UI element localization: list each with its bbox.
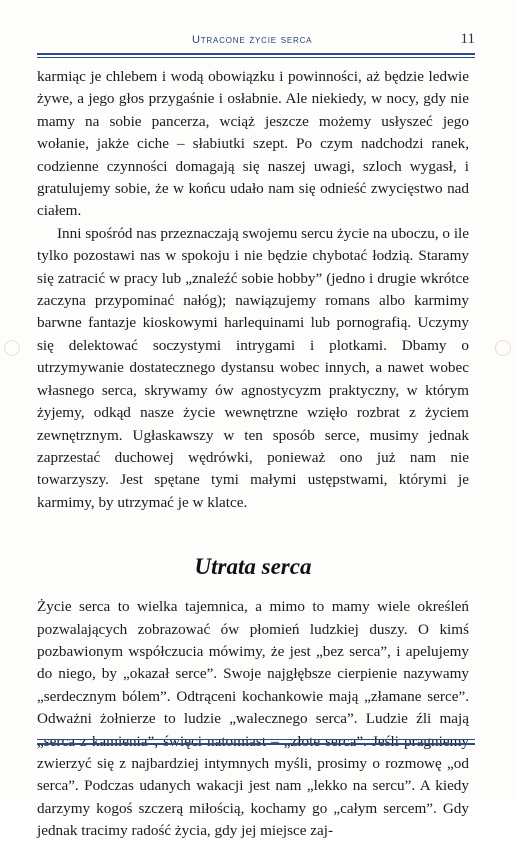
watermark-icon bbox=[495, 340, 511, 356]
section-heading: Utrata serca bbox=[194, 554, 312, 580]
paragraph: Życie serca to wielka tajemnica, a mimo to mamy wiele określeń pozwalających zobrazować ów płomień ludzkiej duszy. O kimś pozbawionym współczucia mówimy, że jest „bez serca”, i apelujemy do niego, by „okazał serce”. Swoje najgłębsze cierpienie nazywamy „serdecznym bólem”. Odtrąceni kochankowie mają „złamane serce”. Odważni żołnierze to ludzie „walecznego serca”. Ludzie źli mają „serca z kamienia”, święci natomiast – „złote serca”. Jeśli pragniemy zwierzyć się z najbardziej intymnych myśli, prosimy o rozmowę „od serca”. Podczas udanych wakacji jest nam „lekko na sercu”. A kiedy darzymy kogoś szczerą miłością, kochamy go „całym sercem”. Gdy jednak tracimy radość życia, gdy jej miejsce zaj- bbox=[37, 598, 469, 840]
footer-rule bbox=[37, 743, 475, 745]
footer-rule-thin bbox=[37, 739, 475, 740]
paragraph-continued: karmiąc je chlebem i wodą obowiązku i powinności, aż będzie ledwie żywe, a jego głos przygaśnie i osłabnie. Ale niekiedy, w nocy, gdy nie mamy na sobie pancerza, wciąż jeszcze możemy usłyszeć jego wołanie, jakże ciche – słabiutki szept. Po czym nadchodzi ranek, codzienne czynności domagają się naszej uwagi, szloch wygasł, i gratulujemy sobie, że w końcu udało nam się odnieść zwycięstwo nad ciałem. bbox=[37, 68, 469, 220]
header-rule-thin bbox=[37, 57, 475, 58]
running-title: Utracone życie serca bbox=[192, 34, 313, 46]
paragraph: Inni spośród nas przeznaczają swojemu sercu życie na uboczu, o ile tylko pozostawi nas w spokoju i nie będzie chybotać łodzią. Staramy się zatracić w pracy lub „znaleźć sobie hobby” (jedno i drugie wkrótce zaczyna przypominać nałóg); nawiązujemy romans albo karmimy barwne fantazje kioskowymi harlequinami lub pornografią. Uczymy się delektować soczystymi intrygami i plotkami. Dbamy o utrzymywanie dostatecznego dystansu wobec innych, a nawet wobec własnego serca, skrywamy ów agnostycyzm praktyczny, w którym żyjemy, odkąd nasze życie wewnętrzne wzięło rozbrat z życiem zewnętrznym. Ugłaskawszy w ten sposób serce, musimy jednak zaprzestać duchowej wędrówki, ponieważ ono już nam nie towarzyszy. Jest spętane tymi małymi ustępstwami, którymi je karmimy, by utrzymać je w klatce. bbox=[37, 224, 470, 511]
watermark-icon bbox=[4, 340, 20, 356]
page-body bbox=[37, 66, 469, 843]
page-header bbox=[37, 30, 475, 54]
header-rule bbox=[37, 53, 475, 55]
page-number: 11 bbox=[460, 31, 475, 47]
